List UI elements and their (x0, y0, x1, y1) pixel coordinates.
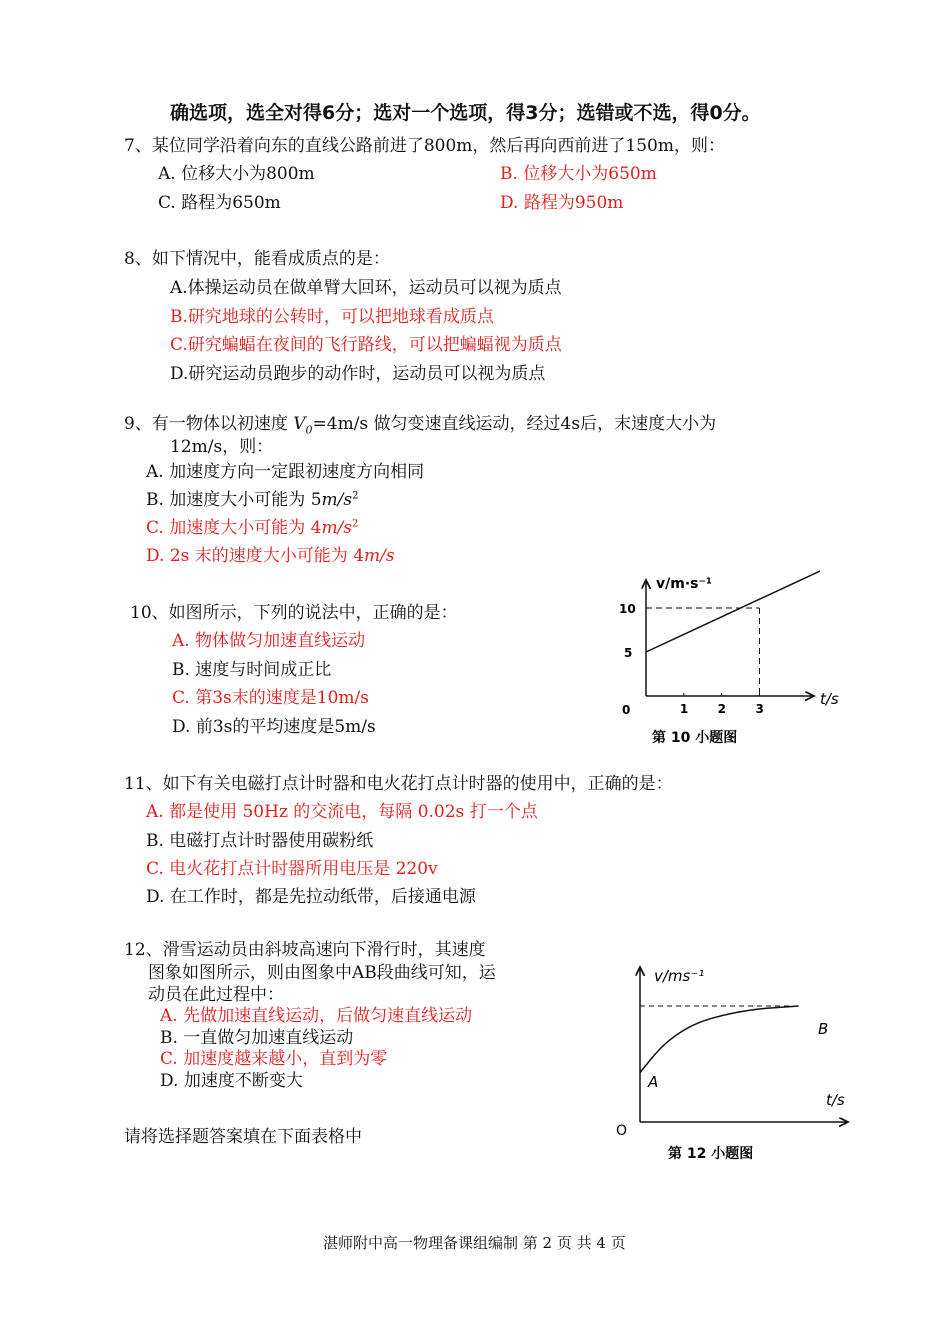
q7-option-a: A. 位移大小为800m (158, 164, 315, 184)
q12-curve-ab (640, 1006, 798, 1073)
q12-origin: O (616, 1123, 628, 1139)
q12-stem-line2: 图象如图所示，则由图象中AB段曲线可知，运 (148, 963, 496, 983)
q9-option-d (146, 541, 395, 566)
q7-option-d: D. 路程为950m (500, 193, 624, 213)
q12-x-label: t/s (826, 1091, 845, 1109)
q11-option-c: C. 电火花打点计时器所用电压是 220v (146, 859, 438, 879)
q9-option-c (146, 513, 358, 538)
q9-option-b (146, 485, 358, 510)
q9-option-b-unit: m/s (321, 490, 353, 510)
q7-option-b: B. 位移大小为650m (500, 164, 657, 184)
instruction-tail: 确选项，选全对得6分；选对一个选项，得3分；选错或不选，得0分。 (170, 102, 761, 124)
q10-y-tick-1: 5 (624, 646, 633, 660)
q10-x-tick-1: 1 (679, 702, 689, 716)
q8-option-c: C.研究蝙蝠在夜间的飞行路线，可以把蝙蝠视为质点 (170, 335, 562, 355)
answer-note: 请将选择题答案填在下面表格中 (124, 1127, 362, 1147)
q12-point-b: B (818, 1020, 829, 1038)
q12-option-a: A. 先做加速直线运动，后做匀速直线运动 (160, 1006, 473, 1026)
q10-caption: 第 10 小题图 (652, 730, 738, 746)
q10-y-tick-2: 10 (619, 602, 636, 616)
q9-option-d-text: D. 2s 末的速度大小可能为 4 (146, 546, 364, 566)
q9-option-b-text: B. 加速度大小可能为 5 (146, 490, 322, 510)
q10-option-c: C. 第3s末的速度是10m/s (172, 688, 369, 708)
q9-stem-line2: 12m/s，则： (170, 437, 274, 457)
q11-option-d: D. 在工作时，都是先拉动纸带，后接通电源 (146, 887, 476, 907)
q9-stem-pre: 9、有一物体以初速度 (124, 414, 294, 434)
q12-option-d: D. 加速度不断变大 (160, 1071, 303, 1091)
q7-stem: 7、某位同学沿着向东的直线公路前进了800m，然后再向西前进了150m，则： (124, 136, 725, 156)
q10-stem: 10、如图所示，下列的说法中，正确的是： (130, 603, 458, 623)
q10-vt-graph (610, 568, 850, 758)
q7-option-c: C. 路程为650m (158, 193, 281, 213)
q9-option-c-unit: m/s (321, 518, 353, 538)
q12-caption: 第 12 小题图 (668, 1146, 754, 1162)
q9-option-d-unit: m/s (364, 546, 395, 566)
q9-option-b-exp: 2 (352, 490, 359, 502)
q10-x-label: t/s (820, 690, 839, 708)
q8-stem: 8、如下情况中，能看成质点的是： (124, 249, 390, 269)
q9-option-c-text: C. 加速度大小可能为 4 (146, 518, 322, 538)
q10-origin: 0 (622, 703, 631, 717)
q12-option-c: C. 加速度越来越小，直到为零 (160, 1049, 388, 1069)
q10-option-d: D. 前3s的平均速度是5m/s (172, 717, 376, 737)
q10-option-a: A. 物体做匀加速直线运动 (172, 631, 366, 651)
q10-option-b: B. 速度与时间成正比 (172, 660, 332, 680)
q9-stem-post: =4m/s 做匀变速直线运动，经过4s后，末速度大小为 (312, 414, 717, 434)
q12-point-a: A (648, 1073, 659, 1091)
q11-stem: 11、如下有关电磁打点计时器和电火花打点计时器的使用中，正确的是： (124, 774, 673, 794)
page-footer: 湛师附中高一物理备课组编制 第 2 页 共 4 页 (323, 1234, 626, 1252)
q8-option-d: D.研究运动员跑步的动作时，运动员可以视为质点 (170, 364, 546, 384)
q12-y-label: v/ms⁻¹ (654, 967, 705, 985)
q10-x-tick-2: 2 (717, 702, 727, 716)
q12-stem-line3: 动员在此过程中： (148, 985, 284, 1005)
q12-stem-line1: 12、滑雪运动员由斜坡高速向下滑行时，其速度 (124, 940, 486, 960)
q9-v-symbol: V (293, 414, 306, 434)
q9-v-subscript: 0 (305, 423, 313, 437)
q9-option-c-exp: 2 (352, 518, 359, 530)
q11-option-a: A. 都是使用 50Hz 的交流电，每隔 0.02s 打一个点 (146, 802, 538, 822)
q8-option-a: A.体操运动员在做单臂大回环，运动员可以视为质点 (170, 278, 562, 298)
q10-x-tick-3: 3 (755, 702, 764, 716)
q9-option-a: A. 加速度方向一定跟初速度方向相同 (146, 462, 425, 482)
q11-option-b: B. 电磁打点计时器使用碳粉纸 (146, 831, 374, 851)
q12-vt-graph (608, 955, 858, 1170)
q10-y-label: v/m·s⁻¹ (656, 576, 712, 592)
q8-option-b: B.研究地球的公转时，可以把地球看成质点 (170, 307, 494, 327)
q12-option-b: B. 一直做匀加速直线运动 (160, 1028, 354, 1048)
